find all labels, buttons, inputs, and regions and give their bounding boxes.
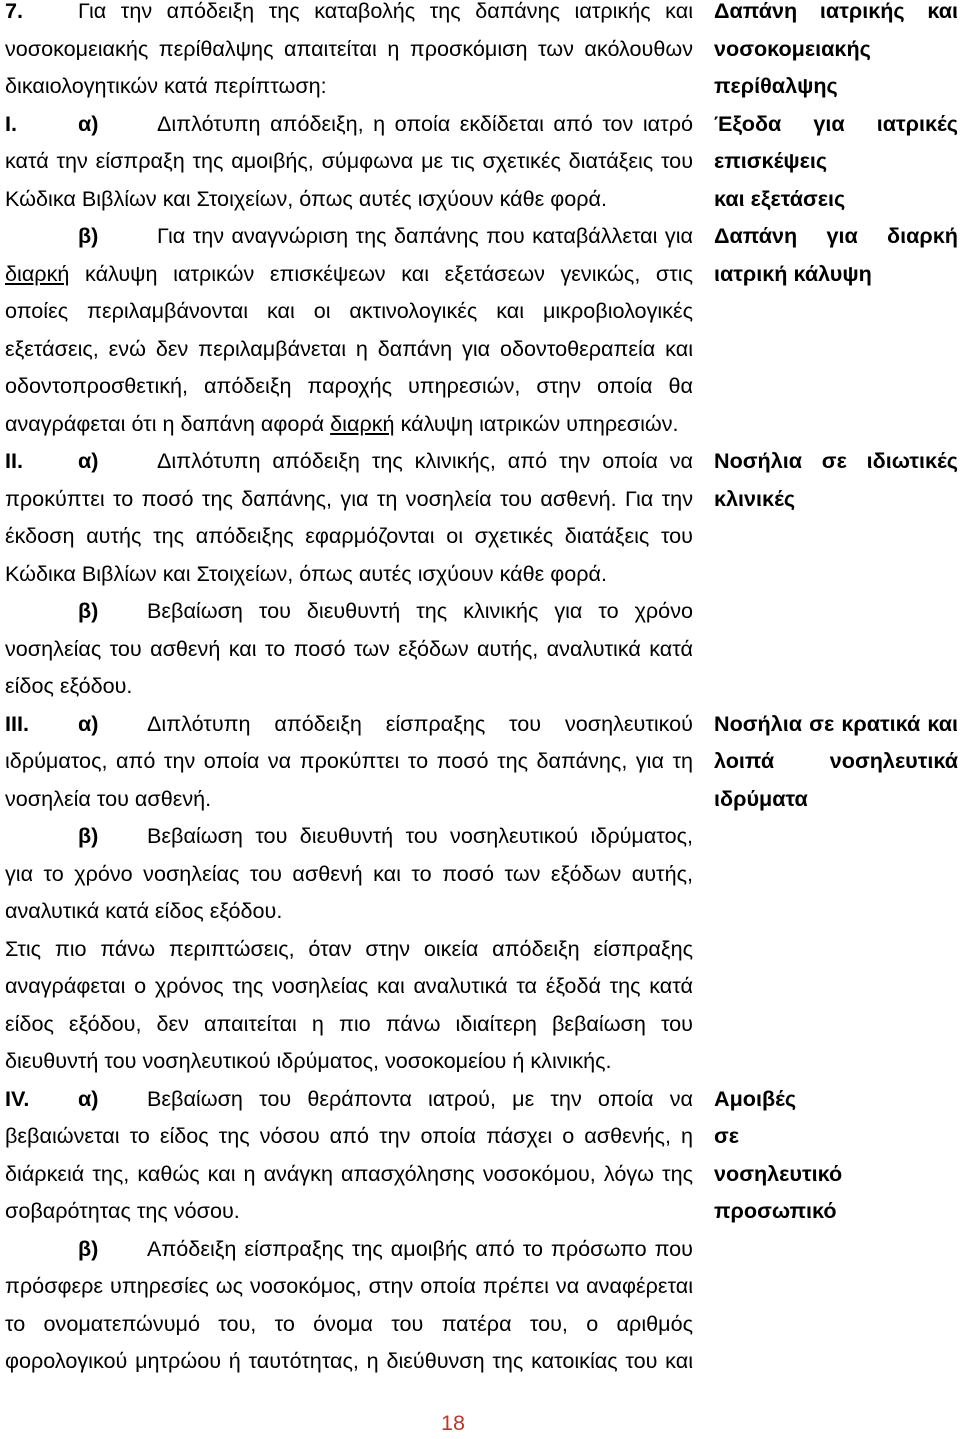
margin-note-line: επισκέψεις bbox=[714, 148, 828, 173]
line-text: Για την απόδειξη της καταβολής της δαπάνης ιατρικής και bbox=[78, 0, 693, 23]
line-text: το ονοματεπώνυμό του, το όνομα του πατέρα του, ο αριθμός bbox=[5, 1310, 693, 1336]
margin-note-line: Δαπάνη για διαρκή bbox=[714, 223, 958, 248]
text-line bbox=[5, 330, 693, 368]
margin-note-line: Νοσήλια σε κρατικά και bbox=[714, 710, 958, 736]
line-text-rest: κάλυψη ιατρικών υπηρεσιών. bbox=[400, 410, 679, 436]
text-line bbox=[5, 780, 693, 818]
line-text: φορολογικού μητρώου ή ταυτότητας, η διεύθυνση της κατοικίας του και bbox=[5, 1348, 693, 1373]
text-line bbox=[5, 1005, 693, 1043]
text-line bbox=[5, 217, 693, 255]
margin-note-line: περίθαλψης bbox=[714, 73, 838, 98]
item-letter: α) bbox=[78, 710, 99, 736]
item-letter: α) bbox=[78, 448, 99, 473]
item-number: 7. bbox=[5, 0, 24, 23]
line-text: αναλυτικά κατά είδος εξόδου. bbox=[5, 898, 283, 923]
text-line bbox=[5, 667, 693, 705]
text-line bbox=[5, 180, 693, 218]
line-text: είδος εξόδου, δεν απαιτείται η πιο πάνω ιδιαίτερη βεβαίωση του bbox=[5, 1010, 693, 1036]
margin-note-line: και εξετάσεις bbox=[714, 185, 846, 211]
margin-note-line: ιδρύματα bbox=[714, 785, 808, 811]
line-text: Για την αναγνώριση της δαπάνης που καταβάλλεται για bbox=[157, 223, 693, 248]
text-line bbox=[5, 1230, 693, 1268]
underlined-term: διαρκή bbox=[330, 410, 395, 436]
margin-note bbox=[714, 442, 958, 517]
item-number: I. bbox=[5, 110, 17, 136]
text-line bbox=[5, 292, 693, 330]
line-text: αναγράφεται ο χρόνος της νοσηλείας και αναλυτικά τα έξοδά της κατά bbox=[5, 973, 693, 998]
text-line bbox=[5, 967, 693, 1005]
line-text: έκδοση αυτής της απόδειξης εφαρμόζονται οι σχετικές διατάξεις του bbox=[5, 523, 693, 548]
underlined-term: διαρκή bbox=[5, 260, 70, 286]
margin-note-line: Αμοιβές bbox=[714, 1085, 797, 1111]
line-text: Απόδειξη είσπραξης της αμοιβής από το πρόσωπο που bbox=[147, 1235, 693, 1261]
line-text: ιδρύματος, από την οποία να προκύπτει το ποσό της δαπάνης, για τη bbox=[5, 748, 693, 773]
margin-note-line: ιατρική κάλυψη bbox=[714, 260, 872, 286]
margin-note-line: νοσηλευτικό bbox=[714, 1160, 843, 1186]
item-letter: β) bbox=[78, 223, 99, 248]
line-text: εξετάσεις, ενώ δεν περιλαμβάνεται η δαπάνη για οδοντοθεραπεία και bbox=[5, 335, 693, 361]
margin-note bbox=[714, 0, 958, 105]
item-letter: α) bbox=[78, 110, 99, 136]
text-line bbox=[5, 405, 693, 443]
line-text: οποίες περιλαμβάνονται και οι ακτινολογικές και μικροβιολογικές bbox=[5, 298, 693, 323]
line-text: οδοντοπροσθετική, απόδειξη παροχής υπηρεσιών, στην οποία θα bbox=[5, 373, 693, 398]
line-text-rest: κάλυψη ιατρικών επισκέψεων και εξετάσεων γενικώς, στις bbox=[85, 260, 693, 286]
text-line bbox=[5, 630, 693, 668]
line-text: για το χρόνο νοσηλείας του ασθενή και το ποσό των εξόδων αυτής, bbox=[5, 860, 693, 886]
text-line bbox=[5, 255, 693, 293]
line-text: Βεβαίωση του διευθυντή της κλινικής για το χρόνο bbox=[147, 598, 693, 623]
line-text: Διπλότυπη απόδειξη είσπραξης του νοσηλευτικού bbox=[147, 710, 693, 736]
line-text-start: αναγράφεται ότι η δαπάνη αφορά bbox=[5, 410, 325, 436]
line-text bbox=[5, 405, 693, 443]
text-line bbox=[5, 367, 693, 405]
text-line bbox=[5, 1192, 693, 1230]
line-text: Στις πιο πάνω περιπτώσεις, όταν στην οικεία απόδειξη είσπραξης bbox=[5, 935, 693, 961]
margin-note-line: Δαπάνη ιατρικής και bbox=[714, 0, 958, 23]
margin-note bbox=[714, 1080, 958, 1230]
text-line bbox=[5, 555, 693, 593]
line-text: διάρκειά της, καθώς και η ανάγκη απασχόλησης νοσοκόμου, λόγω της bbox=[5, 1160, 693, 1186]
text-line bbox=[5, 817, 693, 855]
margin-note-line: κλινικές bbox=[714, 485, 796, 511]
line-text: σοβαρότητας της νόσου. bbox=[5, 1198, 240, 1223]
line-text: Κώδικα Βιβλίων και Στοιχείων, όπως αυτές ισχύουν κάθε φορά. bbox=[5, 185, 608, 211]
text-line bbox=[5, 30, 693, 68]
text-line bbox=[5, 517, 693, 555]
line-text: Κώδικα Βιβλίων και Στοιχείων, όπως αυτές ισχύουν κάθε φορά. bbox=[5, 560, 608, 586]
text-line bbox=[5, 592, 693, 630]
text-line bbox=[5, 705, 693, 743]
line-text bbox=[5, 255, 693, 293]
margin-note-line: νοσοκομειακής bbox=[714, 35, 871, 61]
line-text: προκύπτει το ποσό της δαπάνης, για τη νοσηλεία του ασθενή. Για την bbox=[5, 485, 693, 511]
item-number: IV. bbox=[5, 1085, 30, 1111]
text-line bbox=[5, 1342, 693, 1380]
text-line bbox=[5, 67, 693, 105]
line-text: κατά την είσπραξη της αμοιβής, σύμφωνα με τις σχετικές διατάξεις του bbox=[5, 148, 693, 173]
text-line bbox=[5, 1080, 693, 1118]
text-line bbox=[5, 1155, 693, 1193]
margin-note bbox=[714, 105, 958, 218]
margin-note-line: λοιπά νοσηλευτικά bbox=[714, 748, 958, 773]
body-text bbox=[5, 0, 693, 1380]
line-text: Βεβαίωση του διευθυντή του νοσηλευτικού ιδρύματος, bbox=[147, 823, 693, 848]
item-letter: β) bbox=[78, 823, 99, 848]
text-line bbox=[5, 0, 693, 30]
item-number: III. bbox=[5, 710, 29, 736]
line-text: Διπλότυπη απόδειξη, η οποία εκδίδεται από τον ιατρό bbox=[157, 110, 693, 136]
line-text: δικαιολογητικών κατά περίπτωση: bbox=[5, 73, 327, 98]
text-line bbox=[5, 105, 693, 143]
line-text: είδος εξόδου. bbox=[5, 673, 133, 698]
text-line bbox=[5, 142, 693, 180]
page-number: 18 bbox=[441, 1410, 466, 1435]
item-number: II. bbox=[5, 448, 23, 473]
line-text: Βεβαίωση του θεράποντα ιατρού, με την οποία να bbox=[147, 1085, 693, 1111]
text-line bbox=[5, 442, 693, 480]
item-letter: β) bbox=[78, 1235, 99, 1261]
line-text: νοσηλεία του ασθενή. bbox=[5, 785, 212, 811]
line-text: νοσοκομειακής περίθαλψης απαιτείται η προσκόμιση των ακόλουθων bbox=[5, 35, 693, 61]
text-line bbox=[5, 1042, 693, 1080]
item-letter: α) bbox=[78, 1085, 99, 1111]
text-line bbox=[5, 1267, 693, 1305]
line-text: διευθυντή του νοσηλευτικού ιδρύματος, νοσοκομείου ή κλινικής. bbox=[5, 1048, 612, 1073]
margin-note bbox=[714, 705, 958, 818]
line-text: νοσηλείας του ασθενή και το ποσό των εξόδων αυτής, αναλυτικά κατά bbox=[5, 635, 693, 661]
line-text: Διπλότυπη απόδειξη της κλινικής, από την οποία να bbox=[157, 448, 693, 473]
text-line bbox=[5, 1305, 693, 1343]
text-line bbox=[5, 742, 693, 780]
line-text: βεβαιώνεται το είδος της νόσου από την οποία πάσχει ο ασθενής, η bbox=[5, 1123, 693, 1148]
margin-note-line: σε bbox=[714, 1123, 740, 1148]
text-line bbox=[5, 480, 693, 518]
margin-note-line: προσωπικό bbox=[714, 1198, 837, 1223]
item-letter: β) bbox=[78, 598, 99, 623]
text-line bbox=[5, 1117, 693, 1155]
text-line bbox=[5, 855, 693, 893]
margin-note bbox=[714, 217, 958, 292]
text-line bbox=[5, 892, 693, 930]
line-text: πρόσφερε υπηρεσίες ως νοσοκόμος, στην οποία πρέπει να αναφέρεται bbox=[5, 1273, 693, 1298]
margin-note-line: Έξοδα για ιατρικές bbox=[714, 110, 958, 136]
margin-note-line: Νοσήλια σε ιδιωτικές bbox=[714, 448, 958, 473]
text-line bbox=[5, 930, 693, 968]
